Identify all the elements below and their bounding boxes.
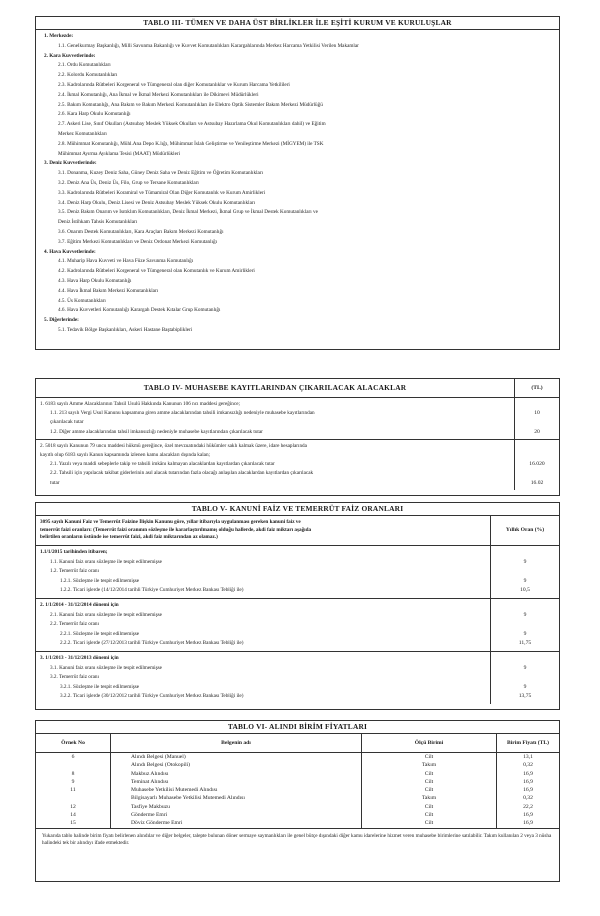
table-3-line: 4.6. Hava Kuvvetleri Komutanlığı Karargah Destek Kıtalar Grup Komutanlığı <box>58 307 221 314</box>
table-5-value: 9 <box>523 630 527 637</box>
table-6-cell: 11 <box>36 786 111 794</box>
table-5-line: 2.1. Kanuni faiz oranı sözleşme ile tespit edilmemişse <box>50 611 162 618</box>
table-3-line: 2.6. Kara Harp Okulu Komutanlığı <box>58 111 131 118</box>
table-6-cell: 15 <box>36 819 111 827</box>
table-5-intro-line: 3095 sayılı Kanuni Faiz ve Temerrüt Faizine İlişkin Kanunu göre, yıllar itibarıyla uygulanması gereken kanuni faiz ve <box>40 519 301 525</box>
table-6-cell: Alındı Belgesi (Manuel) <box>111 753 362 762</box>
table-5-value: 9 <box>523 558 527 565</box>
table-4-desc <box>36 440 515 490</box>
table-5-header <box>36 516 559 546</box>
table-6-header-cell: Örnek No <box>36 734 111 753</box>
table-4-title: TABLO IV- MUHASEBE KAYITLARINDAN ÇIKARILACAK ALACAKLAR <box>36 379 515 397</box>
table-4-row <box>36 439 559 490</box>
table-3-title: TABLO III- TÜMEN VE DAHA ÜST BİRLİKLER İLE EŞİTİ KURUM VE KURULUŞLAR <box>36 17 559 30</box>
table-6-cell: Cilt <box>362 753 497 762</box>
table-6-cell: Cilt <box>362 770 497 778</box>
table-4-row <box>36 398 559 439</box>
table-6-header-cell: Ölçü Birimi <box>362 734 497 753</box>
table-6-cell: 16,9 <box>523 787 533 794</box>
table-5-line: 1.1. Kanuni faiz oranı sözleşme ile tespit edilmemişse <box>50 558 162 565</box>
table-6-cell: Cilt <box>362 778 497 786</box>
table-5-line: 3.2.1. Sözleşme ile tespit edilmemişse <box>60 683 140 690</box>
table-5-line: 2. 1/1/2014 - 31/12/2014 dönemi için <box>40 602 119 609</box>
table-row <box>36 778 559 786</box>
table-6-cell: Cilt <box>362 786 497 794</box>
table-3-line: 5.1. Tedavik Bölge Başkanlıkları, Askeri Hastane Baştabiplikleri <box>58 326 193 333</box>
table-5-line: 3. 1/1/2013 - 31/12/2013 dönemi için <box>40 655 119 662</box>
table-5-value: 9 <box>523 577 527 584</box>
table-5-line: 1.1/1/2015 tarihinden itibaren; <box>40 549 108 556</box>
table-3-line: Deniz İstihkam Tahsis Komutanlıkları <box>58 219 138 226</box>
table-6-title: TABLO VI- ALINDI BİRİM FİYATLARI <box>36 721 559 734</box>
table-6-header-cell: Birim Fiyatı (TL) <box>497 734 560 753</box>
table-6-cell: 9 <box>36 778 111 786</box>
table-6-note: Yukarıda tablo halinde birim fiyatı belirlenen alındılar ve diğer belgeler, talepte bulunan döner sermaye saymanlıkları ile genel bütçe dışındaki diğer kamu idarelerine hizmet veren muhasebe birimlerine satılabilir. Takım kullanılan 2 veya 3 nüsha halindeki tek bir alındıyı ifade etmektedir. <box>36 828 559 852</box>
table-row <box>36 803 559 811</box>
table-6-cell: Makbuz Alındısı <box>111 770 362 778</box>
table-6-cell: Döviz Gönderme Emri <box>111 819 362 827</box>
table-3 <box>35 16 560 350</box>
table-4-value <box>515 469 559 478</box>
table-4-header <box>36 379 559 398</box>
table-5-value: 11,75 <box>518 640 532 647</box>
table-4-value: 16.020 <box>529 461 545 468</box>
table-6-cell: Cilt <box>362 811 497 819</box>
table-3-line: 2.4. İkmal Komutanlığı, Ana İkmal ve İkmal Merkezi Komutanlıkları ile Dikimevi Müdürlükleri <box>58 91 259 98</box>
table-3-line: 2.1. Ordu Komutanlıkları <box>58 62 111 69</box>
table-5-line: 2.2.2. Ticari işlerde (27/12/2013 tarihli Türkiye Cumhuriyet Merkez Bankası Tebliği ile) <box>60 640 244 647</box>
table-4-value <box>515 400 559 409</box>
table-5-values <box>491 599 559 651</box>
table-5-intro <box>36 516 491 545</box>
table-4-line: 2. 5018 sayılı Kanunun 79 uncu maddesi hükmü gereğince, özel mevzuatındaki hükümler saklı kalmak üzere, idare hesaplarında <box>40 442 307 449</box>
table-6-cell <box>36 761 111 769</box>
table-4-desc <box>36 398 515 439</box>
table-5-group <box>36 598 559 651</box>
table-6-cell: 14 <box>36 811 111 819</box>
table-5-value <box>491 548 559 558</box>
table-4-value: 10 <box>534 410 540 417</box>
table-6-cell: 12 <box>36 803 111 811</box>
table-5-intro-line: temerrüt faizi oranları: (Temerrüt faizi oranının sözleşme ile kararlaştırılmamış olduğu hallerde, akdi faiz miktarı aşağıda <box>40 526 312 533</box>
table-6-cell: Gönderme Emri <box>111 811 362 819</box>
table-5-desc <box>36 546 491 598</box>
table-5-line: 1.2.2. Ticari işlerde (14/12/2014 tarihli Türkiye Cumhuriyet Merkez Bankası Tebliği ile) <box>60 587 244 594</box>
table-4-value: 20 <box>534 428 540 435</box>
table-4-body <box>36 398 559 490</box>
table-6-header-cell: Belgenin adı <box>111 734 362 753</box>
table-4-line: tutar <box>50 479 60 486</box>
table-6-cell: Muhasebe Yetkilisi Mutemedi Alındısı <box>111 786 362 794</box>
table-6-grid <box>36 734 559 828</box>
table-6-cell: Teminat Alındısı <box>111 778 362 786</box>
table-6-cell: Takım <box>362 761 497 769</box>
table-4-line: kayıtlı olup 6183 sayılı Kanun kapsamında izlenen kamu alacakları dışında kalan; <box>40 452 210 459</box>
table-6-cell: 0,32 <box>523 795 533 802</box>
table-4-unit: (TL) <box>531 385 543 391</box>
table-5-line: 2.2. Temerrüt faiz oranı <box>50 621 99 628</box>
table-row <box>36 761 559 769</box>
table-5-value: 10,5 <box>520 587 530 594</box>
table-4-line: 2.1. Yazılı veya maddi sebeplerle takip ve tahsili imkânı kalmayan alacaklardan kayıtlardan çıkarılacak tutar <box>50 461 275 468</box>
table-5-group <box>36 546 559 598</box>
table-4-line: 2.2. Tahsili için yapılacak takibat giderlerinin asıl alacak tutarından fazla olacağı anlaşılan alacaklardan kayıtlardan çıkarılacak <box>50 470 314 477</box>
table-5-value: 9 <box>523 683 527 690</box>
table-6-cell <box>36 794 111 802</box>
table-3-line: 1.1. Genelkurmay Başkanlığı, Milli Savunma Bakanlığı ve Kuvvet Komutanlıkları Karargahlarında Merkez Harcama Yetkilisi Verilen Makamlar <box>58 42 359 49</box>
table-5-group <box>36 651 559 704</box>
table-3-line: 1. Merkezde: <box>44 33 74 39</box>
table-5-line: 2.2.1. Sözleşme ile tespit edilmemişse <box>60 630 140 637</box>
table-6-cell: 8 <box>36 770 111 778</box>
table-4-value <box>515 451 559 460</box>
table-4-line: 1.2. Diğer amme alacaklarından tahsil imkansızlığı nedeniyle muhasebe kayıtlarından çıkarılacak tutar <box>50 428 263 435</box>
table-5-values <box>491 546 559 598</box>
table-3-line: Mühimmat Ayırma Ayıklama Tesisi (MAAT) Müdürlükleri <box>58 150 181 157</box>
table-5-value <box>491 567 559 577</box>
table-4-line: 1.1. 213 sayılı Vergi Usul Kanunu kapsamına giren amme alacaklarından tahsili imkansızlığı nedeniyle muhasebe kayıtlarından <box>50 410 315 417</box>
table-6-cell: Bilgisayarlı Muhasebe Yetkilisi Mutemedi Alındısı <box>111 794 362 802</box>
table-4-value <box>515 442 559 451</box>
table-3-line: 2. Kara Kuvvetlerinde: <box>44 52 96 59</box>
table-3-line: 3. Deniz Kuvvetlerinde: <box>44 160 97 167</box>
table-3-line: 3.3. Kadrolarında Rütbeleri Koramiral ve Tümamiral Olan Diğer Komutanlık ve Kurum Amirlikleri <box>58 189 266 196</box>
table-6-header-row <box>36 734 559 753</box>
table-3-line: 2.2. Kolordu Komutanlıkları <box>58 72 118 79</box>
table-row <box>36 794 559 802</box>
table-6-cell: Tasfiye Makbuzu <box>111 803 362 811</box>
table-row <box>36 786 559 794</box>
table-3-line: Merkez Komutanlıkları <box>58 130 107 137</box>
table-3-line: 2.5. Bakım Komutanlığı, Ana Bakım ve Bakım Merkezi Komutanlıkları ile Elektro Optik Sistemler Bakım Merkezi Müdürlüğü <box>58 101 323 108</box>
table-5-value <box>491 673 559 683</box>
table-3-line: 4. Hava Kuvvetlerinde: <box>44 248 96 255</box>
table-6-cell: Alındı Belgesi (Otokopili) <box>111 761 362 769</box>
table-6-cell: Cilt <box>362 819 497 827</box>
table-3-line: 4.3. Hava Harp Okulu Komutanlığı <box>58 277 132 284</box>
table-6 <box>35 720 560 882</box>
table-3-body <box>36 30 559 338</box>
table-row <box>36 811 559 819</box>
table-6-cell: Cilt <box>362 803 497 811</box>
table-3-line: 2.3. Kadrolarında Rütbeleri Korgeneral ve Tümgeneral olan diğer Komutanlıklar ve Kurum Harcama Yetkilileri <box>58 81 290 88</box>
table-6-cell: 22,2 <box>523 803 533 810</box>
table-4-values <box>515 440 559 490</box>
table-5-body <box>36 546 559 704</box>
table-3-line: 3.7. Eğitim Merkezi Komutanlıkları ve Deniz Ordonat Merkezi Komutanlığı <box>58 238 218 245</box>
table-4-values <box>515 398 559 439</box>
table-3-line: 3.2. Deniz Ana Üs, Deniz Üs, Filo, Grup ve Tersane Komutanlıkları <box>58 179 199 186</box>
table-5-desc <box>36 652 491 704</box>
table-5-col-label: Yıllık Oran (%) <box>505 526 545 533</box>
table-5-line: 1.2. Temerrüt faiz oranı <box>50 568 99 575</box>
table-4-value <box>515 418 559 427</box>
table-4-line: çıkarılacak tutar <box>50 419 84 426</box>
table-5-intro-line: belirtilen oranların üstünde ise temerrüt faizi, akdi faiz miktarından az olamaz.) <box>40 534 218 541</box>
table-6-cell: Takım <box>362 794 497 802</box>
table-3-line: 5. Diğerlerinde: <box>44 317 79 324</box>
table-6-cell: 16,9 <box>523 770 533 777</box>
table-6-cell: 16,9 <box>523 812 533 819</box>
table-5-desc <box>36 599 491 651</box>
table-5-title: TABLO V- KANUNİ FAİZ VE TEMERRÜT FAİZ ORANLARI <box>36 503 559 516</box>
table-6-cell: 13,1 <box>523 754 533 760</box>
table-5-value: 13,75 <box>518 693 532 700</box>
table-3-line: 2.7. Askeri Lise, Sınıf Okulları (Astsubay Meslek Yüksek Okulları ve Astsubay Hazırlama Okul Komutanlıkları dahil) ve Eğitim <box>58 121 326 128</box>
table-5-value: 9 <box>523 664 527 671</box>
table-3-line: 4.1. Muharip Hava Kuvveti ve Hava Füze Savunma Komutanlığı <box>58 258 194 265</box>
table-5-value <box>491 601 559 611</box>
table-3-line: 4.5. Üs Komutanlıkları <box>58 297 106 304</box>
table-5 <box>35 502 560 710</box>
table-4 <box>35 378 560 496</box>
table-5-value: 9 <box>523 611 527 618</box>
table-6-cell: 0,32 <box>523 762 533 769</box>
table-6-rows <box>36 753 559 828</box>
table-6-cell: 6 <box>36 753 111 762</box>
table-3-line: 3.6. Onarım Destek Komutanlıkları, Kara Araçları Bakım Merkezi Komutanlığı <box>58 228 224 235</box>
table-6-cell: 16,9 <box>523 820 533 827</box>
table-4-value: 16.02 <box>530 479 544 486</box>
table-5-value <box>491 654 559 664</box>
table-row <box>36 753 559 762</box>
table-5-values <box>491 652 559 704</box>
table-4-line: 1. 6183 sayılı Amme Alacaklarının Tahsil Usulü Hakkında Kanunun 106 ncı maddesi gereğince; <box>40 401 240 407</box>
table-3-line: 4.4. Hava İkmal Bakım Merkezi Komutanlıkları <box>58 287 159 294</box>
table-3-line: 3.4. Deniz Harp Okulu, Deniz Lisesi ve Deniz Astsubay Meslek Yüksek Okulu Komutanlıkları <box>58 199 256 206</box>
table-3-line: 2.8. Mühimmat Komutanlığı, Mühl.Ana Depo K.lığı, Mühimmat İslah Geliştirme ve Yenileştirme Merkezi (MİGYEM) ile TSK <box>58 140 324 147</box>
table-5-line: 1.2.1. Sözleşme ile tespit edilmemişse <box>60 577 140 584</box>
table-5-line: 3.2.2. Ticari işlerde (30/12/2012 tarihli Türkiye Cumhuriyet Merkez Bankası Tebliği ile) <box>60 693 244 700</box>
table-5-value <box>491 620 559 630</box>
table-row <box>36 819 559 827</box>
table-3-line: 3.5. Deniz Bakım Onarım ve Isıtıklım Komutanlıkları, Deniz İkmal Merkezi, İkmal Grup ve İkmal Destek Komutanlıkları ve <box>58 209 318 216</box>
table-3-line: 4.2. Kadrolarında Rütbeleri Korgeneral ve Tümgeneral olan Komutanlık ve Kurum Amirlikleri <box>58 268 255 275</box>
table-3-line: 3.1. Donanma, Kuzey Deniz Saha, Güney Deniz Saha ve Deniz Eğitim ve Öğretim Komutanlıkları <box>58 170 263 177</box>
table-5-line: 3.2. Temerrüt faiz oranı <box>50 674 99 681</box>
table-row <box>36 770 559 778</box>
table-6-cell: 16,9 <box>523 778 533 785</box>
table-5-line: 3.1. Kanuni faiz oranı sözleşme ile tespit edilmemişse <box>50 664 162 671</box>
